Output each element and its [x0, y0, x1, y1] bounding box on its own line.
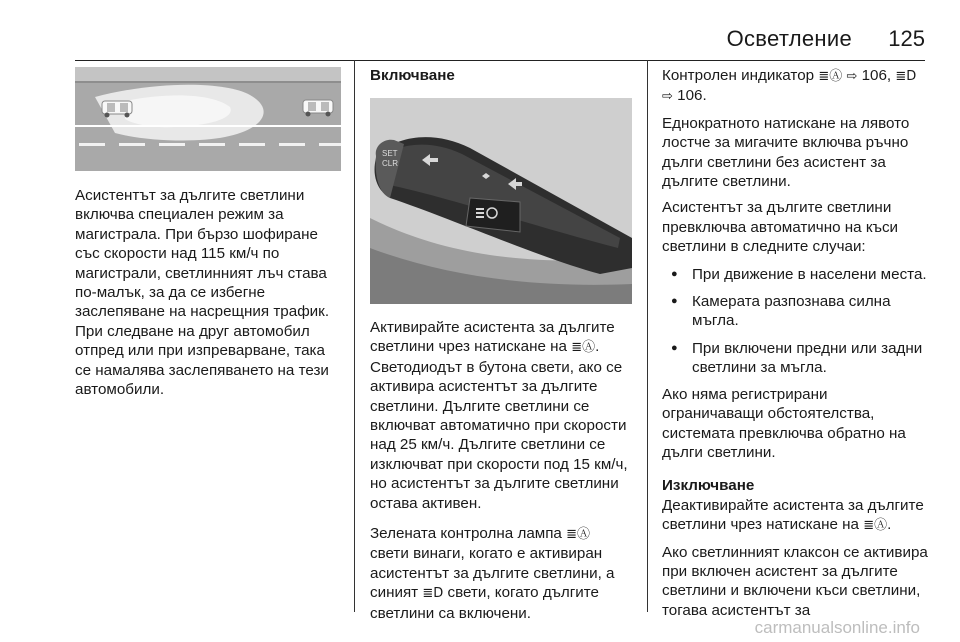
flash-paragraph: Ако светлинният клаксон се активира при включен асистент за дългите светлини и включени къси светлини, тогава асистентът за [662, 543, 928, 619]
high-beam-icon: ≣D [422, 586, 444, 602]
section-heading-activation: Включване [370, 67, 455, 84]
watermark: carmanualsonline.info [754, 618, 920, 637]
reference-arrow-icon: ⇨ [662, 89, 673, 105]
reference-arrow-icon: ⇨ [846, 69, 858, 84]
column-3 [662, 66, 928, 620]
page-title: Осветление [726, 26, 852, 51]
conditions-list [662, 265, 928, 378]
auto-high-beam-icon: ≣Ⓐ [818, 69, 843, 84]
auto-switch-paragraph: Асистентът за дългите светлини превключва автоматично на къси светлини в следните случаи: [662, 199, 899, 256]
page-header [0, 26, 960, 56]
auto-high-beam-icon: ≣Ⓐ [566, 527, 591, 542]
auto-high-beam-icon: ≣Ⓐ [571, 340, 596, 356]
column-divider-2 [647, 60, 648, 612]
column-divider-1 [354, 60, 355, 612]
high-beam-icon: ≣D [895, 69, 917, 84]
indicator-paragraph: Зелената контролна лампа ≣Ⓐ свети винаги, когато е активиран асистентът за дългите светлини, а синият ≣D свети, когато дългите светлини са включени. [370, 525, 615, 622]
manual-high-beam-paragraph: Еднократното натискане на лявото лостче за мигачите включва ръчно дълги светлини без асистент за дългите светлини. [662, 114, 910, 191]
deactivation-paragraph: Деактивирайте асистента за дългите светлини чрез натискане на ≣Ⓐ. [662, 496, 924, 534]
list-item: ● При включени предни или задни светлини за мъгла. [662, 339, 928, 378]
list-item: ● При движение в населени места. [662, 265, 928, 284]
activation-paragraph: Активирайте асистента за дългите светлини чрез натискане на ≣Ⓐ. Светодиодът в бутона свети, ако се активира асистентът за дългите светлини. Дългите светлини се включват автоматично при скорости над 25 км/ч. Дългите светлини се изключват при скорости под 15 км/ч, но асистентът за дългите светлини остава активен. [370, 319, 628, 512]
highway-beam-svg [75, 67, 341, 171]
lever-label-set: SET [382, 149, 398, 158]
return-paragraph: Ако няма регистрирани ограничаващи обстоятелства, системата превключва обратно на дълги светлини. [662, 385, 906, 461]
page-number: 125 [888, 26, 925, 51]
header-rule [75, 60, 925, 61]
turn-signal-lever-svg [370, 98, 632, 304]
auto-high-beam-icon: ≣Ⓐ [863, 518, 888, 534]
lever-label-clr: CLR [382, 159, 399, 168]
lever-illustration [370, 98, 632, 304]
section-heading-deactivation: Изключване [662, 477, 755, 495]
highway-illustration [75, 67, 341, 171]
control-indicator-paragraph: Контролен индикатор ≣Ⓐ ⇨ 106, ≣D ⇨ 106. [662, 67, 917, 105]
list-item: ● Камерата разпознава силна мъгла. [662, 292, 928, 331]
body-paragraph: Асистентът за дългите светлини включва специален режим за магистрала. При бързо шофиране със скорости над 115 км/ч по магистрали, светлинният лъч става по-малък, за да се избегне заслепяване на насрещния трафик. При следване на друг автомобил отпред или при изпреварване, така се намалява заслепяването на тези автомобили. [75, 187, 330, 399]
